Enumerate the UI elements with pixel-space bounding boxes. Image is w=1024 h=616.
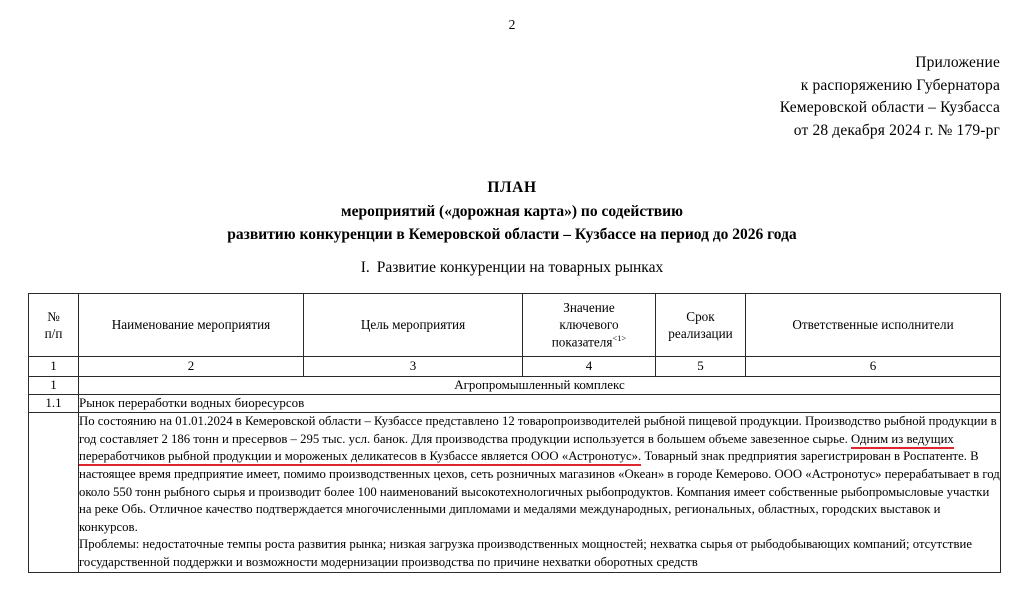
footnote-marker: <1> xyxy=(612,333,627,344)
title-line-3: развитию конкуренции в Кемеровской области – Кузбассе на период до 2026 года xyxy=(227,226,797,244)
section-row-index: 1 xyxy=(29,377,79,395)
table-header-row xyxy=(29,294,1001,357)
description-paragraph-2: Проблемы: недостаточные темпы роста развития рынка; низкая загрузка производственных мощностей; нехватка сырья от рыбодобывающих компаний; отсутствие государственной поддержки и возможности модернизации производства по причине нехватки оборотных средств xyxy=(79,537,972,570)
header-deadline xyxy=(656,294,746,357)
roadmap-table xyxy=(28,293,1001,573)
column-number-1: 1 xyxy=(29,356,79,376)
header-number-line-1: № xyxy=(47,308,60,324)
table-row-section xyxy=(29,377,1001,395)
column-number-2: 2 xyxy=(79,356,304,376)
table-column-number-row xyxy=(29,356,1001,376)
description-row-content xyxy=(79,412,1001,572)
approval-line-1: Приложение xyxy=(915,54,1000,71)
table-row-description xyxy=(29,412,1001,572)
section-heading-numeral: I. xyxy=(360,259,370,276)
title-line-2: мероприятий («дорожная карта») по содействию xyxy=(341,202,683,220)
approval-block xyxy=(780,52,1000,143)
description-paragraph-1 xyxy=(79,413,1000,537)
column-number-3: 3 xyxy=(304,356,523,376)
description-text-before-highlight: По состоянию на 01.01.2024 в Кемеровской области – Кузбассе представлено 12 товаропроизводителей рыбной пищевой продукции. Производство рыбной продукции в год составляет 2 186 тонн и пресервов – 295 тыс. усл. банок. Для производства продукции используется в большем объеме завезенное сырье. xyxy=(79,413,997,446)
header-measure-goal: Цель мероприятия xyxy=(304,294,523,357)
table-row-market xyxy=(29,395,1001,413)
market-row-label: Рынок переработки водных биоресурсов xyxy=(79,395,1001,413)
header-key-indicator-line-3: показателя xyxy=(551,334,613,350)
approval-line-3: Кемеровской области – Кузбасса xyxy=(779,99,1000,117)
document-title xyxy=(0,176,1024,247)
column-number-5: 5 xyxy=(656,356,746,376)
header-key-indicator-line-1: Значение xyxy=(563,300,615,315)
market-row-index: 1.1 xyxy=(29,395,79,413)
header-number xyxy=(29,294,79,357)
description-text-after-highlight: Товарный знак предприятия зарегистрирован в Роспатенте. В настоящее время предприятие имеет, помимо производственных цехов, сеть розничных магазинов «Океан» в городе Кемерово. ООО «Астронотус» перерабатывает в год около 550 тонн рыбного сырья и производит более 100 наименований высокотехнологичных рыбопродуктов. Компания имеет собственные рыбопромысловые участки на реке Обь. Отличное качество подтверждается многочисленными дипломами и медалями международных, региональных, областных, городских выставок и конкурсов. xyxy=(79,449,1000,534)
column-number-4: 4 xyxy=(523,356,656,376)
red-underline-highlight: Одним из ведущих переработчиков рыбной продукции и мороженых деликатесов в Кузбассе является ООО «Астронотус». xyxy=(79,432,954,467)
approval-line-2: к распоряжению Губернатора xyxy=(800,76,1000,94)
header-number-line-2: п/п xyxy=(44,325,63,341)
title-line-1: ПЛАН xyxy=(487,179,537,196)
header-measure-name: Наименование мероприятия xyxy=(79,294,304,357)
description-row-index xyxy=(29,412,79,572)
header-responsible: Ответственные исполнители xyxy=(746,294,1001,357)
header-deadline-line-1: Срок xyxy=(686,308,715,324)
section-row-label: Агропромышленный комплекс xyxy=(79,377,1001,395)
column-number-6: 6 xyxy=(746,356,1001,376)
header-deadline-line-2: реализации xyxy=(668,325,733,341)
header-key-indicator xyxy=(523,294,656,357)
page-number: 2 xyxy=(508,17,516,32)
approval-line-4: от 28 декабря 2024 г. № 179-рг xyxy=(793,121,1000,139)
section-heading-text: Развитие конкуренции на товарных рынках xyxy=(376,259,664,276)
section-heading xyxy=(0,259,1024,278)
header-key-indicator-line-2: ключевого xyxy=(559,317,619,333)
